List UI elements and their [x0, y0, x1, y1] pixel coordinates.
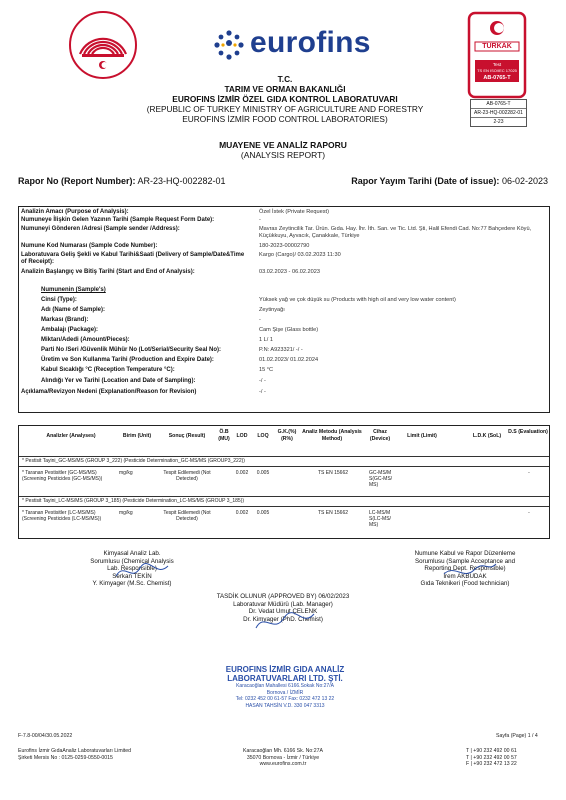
info-key: Numune Kod Numarası (Sample Code Number): — [21, 243, 158, 249]
cell: 0.002 — [235, 470, 249, 476]
info-key: Açıklama/Revizyon Nedeni (Explanation/Reason for Revision) — [21, 389, 197, 395]
ref-box-line: 2-23 — [493, 119, 504, 125]
footer-line: www.eurofins.com.tr — [259, 761, 307, 767]
ref-box-line: AB-0765-T — [471, 100, 526, 109]
cell: LC-MS/M S(LC-MS/ MS) — [369, 510, 391, 528]
footer-line: Karacaoğlan Mh. 6166 Sk. No:27A — [243, 748, 323, 754]
col-header: LOD — [236, 433, 248, 439]
col-header: Limit (Limit) — [407, 433, 437, 439]
title-line: EUROFINS İZMİR FOOD CONTROL LABORATORIES) — [182, 114, 388, 124]
sig-line: Sorumlusu (Sample Acceptance and — [414, 557, 516, 565]
eurofins-logo — [208, 24, 408, 64]
footer-line: F | +90 232 472 13 22 — [466, 761, 517, 767]
col-header: L.D.K (SoL) — [472, 433, 502, 439]
cell: GC-MS/M S(GC-MS/ MS) — [369, 470, 393, 488]
footer-line: T | +90 232 492 00 61 — [466, 748, 517, 754]
info-key: Laboratuvara Geliş Şekli ve Kabul Tarihi&Saati (Delivery of Sample/Date&Time of Receipt): — [21, 252, 245, 265]
stamp-line: EUROFINS İZMİR GIDA ANALİZ — [225, 665, 345, 674]
footer-address — [200, 748, 366, 768]
group-row: * Pestisit Tayini_GC-MS/MS (GROUP 3_222) (Pesticide Determination_GC-MS/MS (GROUP3_222)) — [22, 458, 245, 464]
cell: 0.002 — [235, 510, 249, 516]
footer-line: Eurofins İzmir GıdaAnaliz Laboratuvarları Limited — [18, 748, 132, 754]
info-key: Analizin Başlangıç ve Bitiş Tarihi (Start and End of Analysis): — [21, 269, 195, 275]
sig-line: Dr. Vedat Umut ÇELENK — [248, 608, 318, 615]
info-key: Numunenin (Sample's) — [41, 287, 106, 293]
info-value: 180-2023-00002790 — [259, 243, 310, 249]
title-line: TARIM VE ORMAN BAKANLIĞI — [224, 84, 346, 94]
info-key: Markası (Brand): — [41, 317, 89, 323]
results-table — [18, 425, 550, 539]
info-key: Analizin Amacı (Purpose of Analysis): — [21, 209, 129, 215]
report-date-label: Rapor Yayım Tarihi (Date of issue): — [351, 176, 500, 186]
info-key: Alındığı Yer ve Tarihi (Location and Date of Sampling): — [41, 378, 196, 384]
accreditation-ref-box — [470, 99, 527, 127]
stamp-line: Bornova / İZMİR — [266, 689, 304, 696]
sig-line: Sorumlusu (Chemical Analysis — [90, 557, 174, 565]
report-number-value: AR-23-HQ-002282-01 — [137, 176, 226, 186]
col-header: Sonuç (Result) — [168, 433, 206, 439]
info-value: 01.02.2023/ 01.02.2024 — [259, 357, 319, 363]
sig-line: TASDİK OLUNUR (APPROVED BY) 06/02/2023 — [216, 593, 350, 600]
page-number: Sayfa (Page) 1 / 4 — [496, 733, 538, 739]
cell: Tespit Edilemedi (Not Detected) — [163, 470, 211, 482]
info-value: Kargo (Cargo)/ 03.02.2023 11:30 — [259, 252, 341, 258]
stamp-line: LABORATUVARLARI LTD. ŞTİ. — [227, 674, 343, 683]
info-value: Yüksek yağ ve çok düşük su (Products with high oil and very low water content) — [259, 297, 456, 303]
cell: * Taranan Pestisitler (LC-MS/MS) (Screening Pesticides (LC-MS/MS)) — [22, 510, 102, 522]
col-header: Ö.B (MU) — [218, 429, 230, 442]
stamp-line: Karacaoğlan Mahallesi 6166.Sokak No:27/A — [236, 683, 334, 689]
report-date — [351, 176, 548, 186]
info-value: -/ - — [259, 389, 266, 395]
sig-line: Laboratuvar Müdürü (Lab. Manager) — [233, 600, 333, 608]
cell: - — [528, 510, 530, 516]
info-value: 1 L/ 1 — [259, 337, 273, 343]
stamp-line: HASAN TAHSİN V.D. 330 047 3313 — [245, 702, 325, 709]
sig-line: Lab. Responsible) — [107, 565, 157, 572]
info-value: Özel İstek (Private Request) — [259, 209, 329, 215]
title-line: T.C. — [277, 74, 293, 84]
info-key: Numuneye İlişkin Gelen Yazının Tarihi (Sample Request Form Date): — [21, 217, 215, 223]
info-key: Ambalajı (Package): — [41, 327, 99, 333]
cell: * Taranan Pestisitler (GC-MS/MS) (Screening Pesticides (GC-MS/MS)) — [22, 470, 103, 482]
info-value: 03.02.2023 - 06.02.2023 — [259, 269, 320, 275]
table-divider — [19, 506, 549, 507]
report-date-value: 06-02-2023 — [501, 176, 548, 186]
info-value: P.N: A923321/ -/ - — [259, 347, 303, 353]
col-header: G.K.(%) (R%) — [277, 429, 297, 442]
handwritten-signature-right — [440, 560, 500, 582]
eurofins-dots-icon — [212, 30, 246, 60]
sample-info-table — [18, 206, 550, 413]
group-row: * Pestisit Tayini_LC-MS/MS (GROUP 3_185) (Pesticide Determination_LC-MS/MS (GROUP 3_185)) — [22, 498, 245, 504]
sig-line: Kimyasal Analiz Lab. — [103, 550, 161, 557]
table-divider — [19, 456, 549, 457]
col-header: Analiz Metodu (Analysis Method) — [302, 429, 362, 442]
info-value: Mavras Zeytincilik Tar. Ürün. Gıda. Hay. İhr. İth. San. ve Tic. Ltd. Şti, Halil Efendi Cad. No:77 Bahçedere Köyü, Küçükkuyu, Ayvacık, Çanakkale, Türkiye — [259, 226, 532, 239]
info-value: 15 °C — [259, 367, 274, 373]
col-header: Cihaz (Device) — [369, 429, 391, 442]
sig-line: Serkan TEKİN — [112, 572, 152, 580]
footer-company — [18, 748, 178, 761]
col-header: D.S (Evaluation) — [508, 429, 548, 435]
table-divider — [19, 466, 549, 467]
turkak-standard: TS EN ISO/IEC 17025 — [477, 68, 517, 73]
cell: 0.005 — [256, 470, 270, 476]
sig-line: Reporting Dept. Responsible) — [424, 565, 506, 572]
turkak-type: Test — [492, 62, 502, 67]
cell: - — [528, 470, 530, 476]
info-key: Numuneyi Gönderen /Adresi (Sample sender /Address): — [21, 226, 180, 232]
sig-line: Dr. Kimyager (PhD. Chemist) — [243, 615, 323, 623]
cell: mg/kg — [119, 510, 133, 516]
sig-line: Gıda Teknikeri (Food technician) — [420, 580, 510, 587]
col-header: Birim (Unit) — [122, 433, 152, 439]
info-key: Parti No /Seri /Güvenlik Mühür No (Lot/Serial/Security Seal No): — [41, 347, 222, 353]
report-title: MUAYENE VE ANALİZ RAPORU — [219, 140, 347, 150]
report-number-label: Rapor No (Report Number): — [18, 176, 136, 186]
cell: 0.005 — [256, 510, 270, 516]
footer-contact — [466, 748, 548, 768]
footer-line: T | +90 232 492 00 57 — [466, 754, 517, 761]
handwritten-signature-left — [112, 560, 172, 582]
stamp-line: Tel: 0232 452 00 61-57 Fax: 0232 472 13 22 — [235, 696, 335, 702]
info-key: Adı (Name of Sample): — [41, 307, 106, 313]
sig-line: Y. Kimyager (M.Sc. Chemist) — [92, 580, 172, 587]
info-key: Üretim ve Son Kullanma Tarihi (Production and Expire Date): — [41, 357, 214, 363]
info-key: Kabul Sıcaklığı °C (Reception Temperature °C): — [41, 367, 175, 373]
cell: TS EN 15662 — [317, 510, 349, 516]
ref-box-line: AR-23-HQ-002282-01 — [471, 109, 526, 118]
handwritten-signature-center — [250, 608, 320, 636]
col-header: LOQ — [257, 433, 269, 439]
info-value: Zeytinyağı — [259, 307, 285, 313]
footer-line: 35070 Bornova - İzmir / Türkiye — [246, 754, 320, 761]
info-key: Cinsi (Type): — [41, 297, 77, 303]
sig-line: İrem AKBUDAK — [443, 572, 487, 580]
title-line: EUROFINS İZMİR ÖZEL GIDA KONTROL LABORATUVARI — [172, 94, 398, 104]
form-code: F-7.8-00/04/30.05.2022 — [18, 733, 73, 739]
sig-line: Numune Kabul ve Rapor Düzenleme — [414, 550, 516, 557]
report-number — [18, 176, 226, 186]
cell: TS EN 15662 — [317, 470, 349, 476]
info-key: Miktarı/Adedi (Amount/Pieces): — [41, 337, 130, 343]
report-title-block — [150, 140, 416, 160]
turkak-label: TÜRKAK — [482, 43, 512, 50]
info-value: - — [259, 217, 261, 223]
info-value: - — [259, 317, 261, 323]
turkak-accreditation-mark — [463, 10, 531, 100]
info-value: -/ - — [259, 378, 266, 384]
ministry-emblem — [68, 10, 138, 80]
title-line: (REPUBLIC OF TURKEY MINISTRY OF AGRICULTURE AND FORESTRY — [146, 104, 424, 114]
report-subtitle: (ANALYSIS REPORT) — [240, 150, 326, 160]
eurofins-wordmark: eurofins — [250, 26, 371, 59]
cell: mg/kg — [119, 470, 133, 476]
footer-line: Şirketi Mersis No : 0125-0259-0550-0015 — [18, 754, 113, 761]
col-header: Analizler (Analyses) — [46, 433, 96, 439]
info-value: Cam Şişe (Glass bottle) — [259, 327, 319, 333]
turkak-code: AB-0765-T — [483, 75, 511, 81]
lab-title-block — [100, 74, 470, 124]
company-stamp — [185, 665, 385, 721]
cell: Tespit Edilemedi (Not Detected) — [163, 510, 211, 522]
table-divider — [19, 496, 549, 497]
